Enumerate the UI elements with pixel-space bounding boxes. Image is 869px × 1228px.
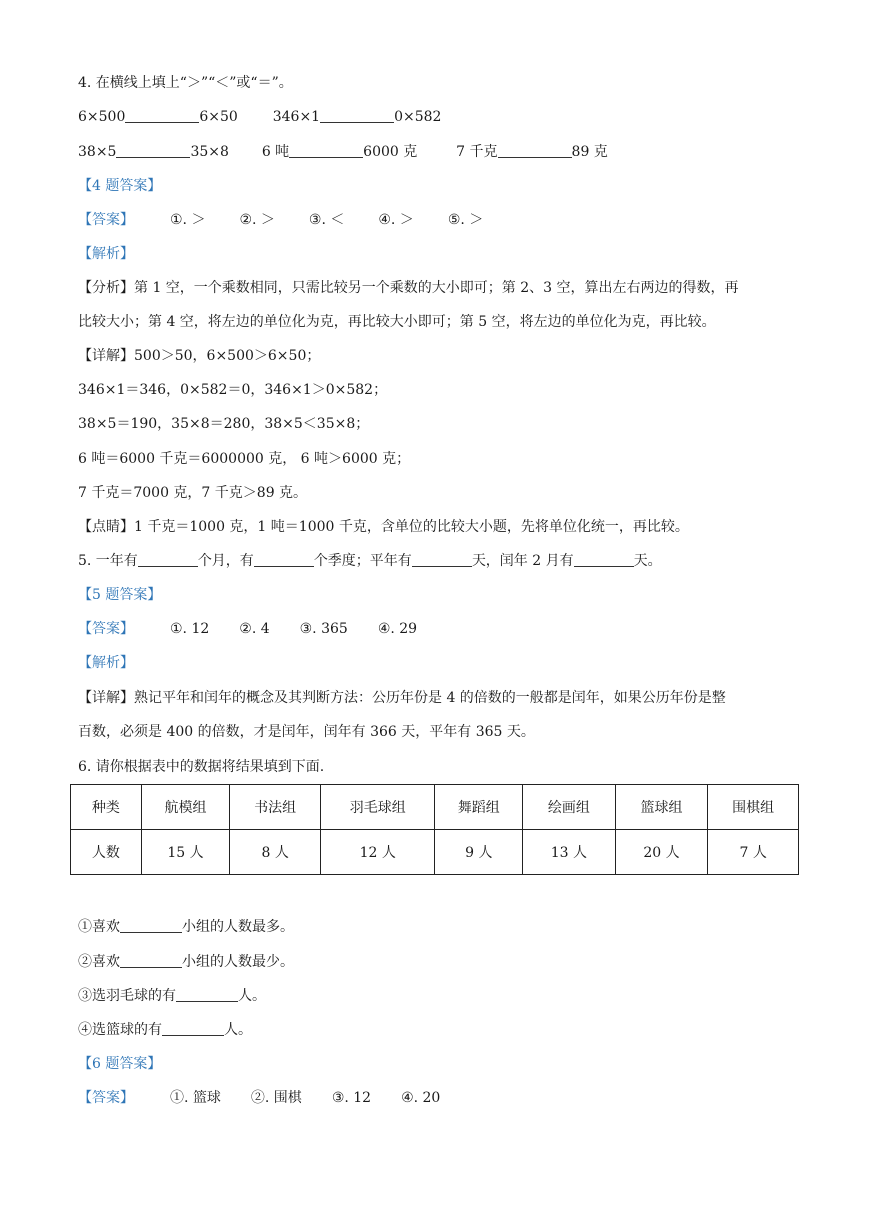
table-cell: 书法组 <box>230 785 321 830</box>
q6-text: ④选篮球的有 <box>78 1022 162 1038</box>
q6-answer-line <box>78 1088 440 1108</box>
table-cell: 7 人 <box>708 830 799 875</box>
table-cell: 绘画组 <box>523 785 616 830</box>
q6-text: 人。 <box>224 1022 252 1038</box>
answer-label: 【答案】 <box>78 1090 134 1106</box>
answer-item: ③. 12 <box>331 1090 372 1106</box>
table-cell: 9 人 <box>435 830 523 875</box>
q4-row2 <box>78 142 608 162</box>
q4-row1 <box>78 107 441 127</box>
q4-detail-line: 38×5＝190，35×8＝280，38×5＜35×8； <box>78 416 370 432</box>
q5-question <box>78 551 662 571</box>
xiangjie-text: 熟记平年和闰年的概念及其判断方法：公历年份是 4 的倍数的一般都是闰年，如果公历年份是整 <box>134 690 726 706</box>
data-table <box>70 784 799 875</box>
answer-blank[interactable] <box>176 987 238 1002</box>
table-cell: 人数 <box>71 830 142 875</box>
table-cell: 羽毛球组 <box>320 785 435 830</box>
answer-item: ④. 20 <box>401 1090 441 1106</box>
answer-label: 【答案】 <box>78 621 134 637</box>
q5-text: 天。 <box>633 553 662 569</box>
q6-text: ②喜欢 <box>78 954 120 970</box>
answer-blank[interactable] <box>125 108 199 123</box>
q5-xiangjie-1 <box>78 688 726 708</box>
q4-expr: 35×8 <box>190 144 229 160</box>
table-cell: 20 人 <box>615 830 708 875</box>
q6-sub-2 <box>78 952 294 972</box>
answer-blank[interactable] <box>116 143 190 158</box>
answer-blank[interactable] <box>574 552 634 567</box>
table-cell: 舞蹈组 <box>435 785 523 830</box>
q4-expr: 0×582 <box>394 109 442 125</box>
q6-answer-header: 【6 题答案】 <box>78 1056 162 1072</box>
q6-sub-1 <box>78 917 294 937</box>
q4-xiangjie-1 <box>78 346 320 366</box>
answer-label: 【答案】 <box>78 212 134 228</box>
answer-item: ③. 365 <box>299 621 348 637</box>
q4-detail-line: 7 千克＝7000 克，7 千克＞89 克。 <box>78 485 308 501</box>
answer-item: ①. 篮球 <box>170 1090 221 1106</box>
q4-expr: 346×1 <box>272 109 321 125</box>
answer-item: ⑤. ＞ <box>447 212 484 228</box>
q6-text: ①喜欢 <box>78 919 120 935</box>
dianjing-label: 【点睛】 <box>78 519 134 535</box>
answer-item: ②. ＞ <box>239 212 275 228</box>
q4-fenxi-1 <box>78 278 739 298</box>
q5-answer-line <box>78 619 417 639</box>
q6-text: 小组的人数最少。 <box>182 954 294 970</box>
answer-item: ①. ＞ <box>170 212 206 228</box>
answer-item: ②. 围棋 <box>250 1090 302 1106</box>
q4-expr: 6000 克 <box>363 144 418 160</box>
dianjing-text: 1 千克＝1000 克，1 吨＝1000 千克，含单位的比较大小题，先将单位化统一，再比较。 <box>134 519 689 535</box>
xiangjie-label: 【详解】 <box>78 348 134 364</box>
q4-expr: 7 千克 <box>456 144 498 160</box>
q4-title: 4. 在横线上填上“＞”“＜”或“＝”。 <box>78 75 293 91</box>
answer-item: ①. 12 <box>170 621 210 637</box>
q6-text: 人。 <box>238 988 266 1004</box>
q4-expr: 89 克 <box>571 144 608 160</box>
q4-expr: 6×500 <box>78 109 126 125</box>
q6-sub-3 <box>78 986 266 1006</box>
table-cell: 篮球组 <box>615 785 708 830</box>
table-cell: 8 人 <box>230 830 321 875</box>
answer-item: ②. 4 <box>239 621 270 637</box>
xiangjie-text: 500＞50，6×500＞6×50； <box>134 348 321 364</box>
answer-blank[interactable] <box>254 552 314 567</box>
q5-text: 个季度；平年有 <box>313 553 412 569</box>
answer-blank[interactable] <box>320 108 394 123</box>
q4-expr: 6 吨 <box>261 144 290 160</box>
q6-text: 小组的人数最多。 <box>182 919 294 935</box>
answer-blank[interactable] <box>412 552 472 567</box>
table-cell: 航模组 <box>141 785 230 830</box>
table-row <box>71 785 799 830</box>
q5-text: 天，闰年 2 月有 <box>471 553 574 569</box>
answer-blank[interactable] <box>162 1021 224 1036</box>
answer-blank[interactable] <box>138 552 198 567</box>
fenxi-label: 【分析】 <box>78 280 134 296</box>
q5-text: 5. 一年有 <box>78 553 138 569</box>
q4-fenxi-2: 比较大小；第 4 空，将左边的单位化为克，再比较大小即可；第 5 空，将左边的单位化为克，再比较。 <box>78 314 716 330</box>
q6-sub-4 <box>78 1020 252 1040</box>
table-cell: 围棋组 <box>708 785 799 830</box>
q4-expr: 38×5 <box>78 144 117 160</box>
q5-answer-header: 【5 题答案】 <box>78 587 162 603</box>
q4-answer-header: 【4 题答案】 <box>78 178 162 194</box>
q4-answer-line <box>78 210 483 230</box>
table-cell: 12 人 <box>320 830 435 875</box>
fenxi-text: 第 1 空，一个乘数相同，只需比较另一个乘数的大小即可；第 2、3 空，算出左右两边的得数，再 <box>134 280 739 296</box>
answer-blank[interactable] <box>498 143 572 158</box>
q6-title: 6. 请你根据表中的数据将结果填到下面. <box>78 759 325 775</box>
answer-item: ④. ＞ <box>378 212 414 228</box>
answer-blank[interactable] <box>120 953 182 968</box>
q5-text: 个月，有 <box>197 553 254 569</box>
table-row <box>71 830 799 875</box>
q5-xiangjie-2: 百数，必须是 400 的倍数，才是闰年，闰年有 366 天，平年有 365 天。 <box>78 724 535 740</box>
q4-dianjing <box>78 517 689 537</box>
table-cell: 种类 <box>71 785 142 830</box>
answer-blank[interactable] <box>289 143 363 158</box>
q5-analysis-header: 【解析】 <box>78 655 134 671</box>
q4-expr: 6×50 <box>199 109 238 125</box>
q6-text: ③选羽毛球的有 <box>78 988 176 1004</box>
table-cell: 13 人 <box>523 830 616 875</box>
answer-blank[interactable] <box>120 918 182 933</box>
table-cell: 15 人 <box>141 830 230 875</box>
q4-analysis-header: 【解析】 <box>78 246 134 262</box>
q4-detail-line: 6 吨＝6000 千克＝6000000 克， 6 吨＞6000 克； <box>78 451 411 467</box>
answer-item: ④. 29 <box>377 621 418 637</box>
xiangjie-label: 【详解】 <box>78 690 134 706</box>
answer-item: ③. ＜ <box>308 212 345 228</box>
q4-detail-line: 346×1＝346，0×582＝0，346×1＞0×582； <box>78 382 388 398</box>
